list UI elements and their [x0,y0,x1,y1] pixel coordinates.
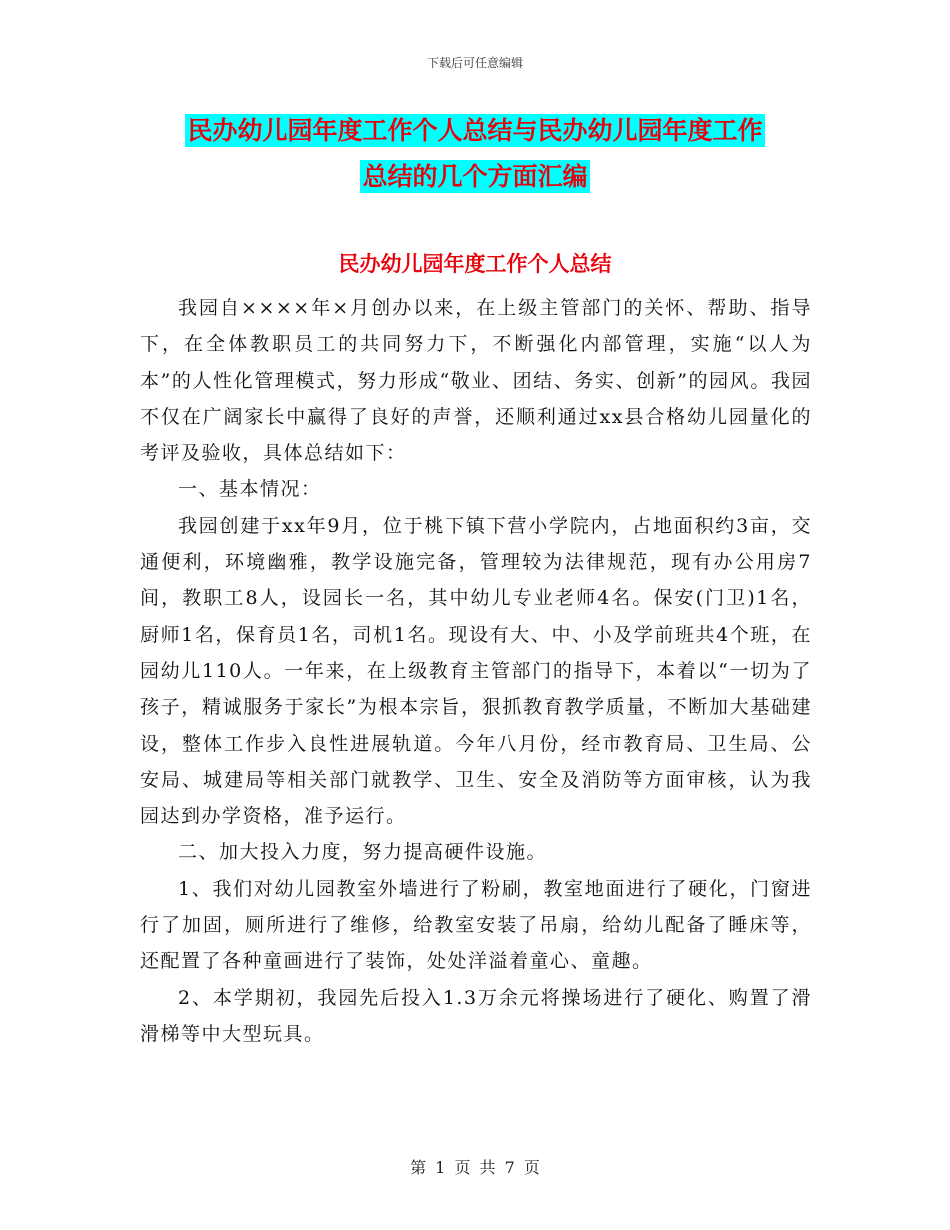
paragraph-basic-situation: 我园创建于xx年9月，位于桃下镇下营小学院内，占地面积约3亩，交通便利，环境幽雅，教学设施完备，管理较为法律规范，现有办公用房7间，教职工8人，设园长一名，其中幼儿专业老师4名。保安(门卫)1名，厨师1名，保育员1名，司机1名。现设有大、中、小及学前班共4个班，在园幼儿110人。一年来，在上级教育主管部门的指导下，本着以“一切为了孩子，精诚服务于家长”为根本宗旨，狠抓教育教学质量，不断加大基础建设，整体工作步入良性进展轨道。今年八月份，经市教育局、卫生局、公安局、城建局等相关部门就教学、卫生、安全及消防等方面审核，认为我园达到办学资格，准予运行。 [140,514,812,828]
page-footer: 第 1 页 共 7 页 [410,1158,540,1177]
paragraph-item-1: 1、我们对幼儿园教室外墙进行了粉刷，教室地面进行了硬化，门窗进行了加固，厕所进行了维修，给教室安装了吊扇，给幼儿配备了睡床等，还配置了各种童画进行了装饰，处处洋溢着童心、童趣。 [140,877,812,973]
heading-basic-situation: 一、基本情况： [178,478,322,501]
paragraph-item-2: 2、本学期初，我园先后投入1.3万余元将操场进行了硬化、购置了滑滑梯等中大型玩具。 [140,986,812,1045]
heading-hardware-investment: 二、加大投入力度，努力提高硬件设施。 [178,841,548,864]
title-line-2: 总结的几个方面汇编 [362,162,588,191]
document-body [140,290,812,1052]
title-line-1: 民办幼儿园年度工作个人总结与民办幼儿园年度工作 [187,116,763,145]
page-header-note: 下载后可任意编辑 [426,56,523,70]
paragraph-intro: 我园自××××年×月创办以来，在上级主管部门的关怀、帮助、指导下，在全体教职员工的共同努力下，不断强化内部管理，实施“以人为本”的人性化管理模式，努力形成“敬业、团结、务实、创新”的园风。我园不仅在广阔家长中赢得了良好的声誉，还顺利通过xx县合格幼儿园量化的考评及验收，具体总结如下： [140,297,812,465]
section-title: 民办幼儿园年度工作个人总结 [338,252,612,276]
document-title [140,108,810,200]
